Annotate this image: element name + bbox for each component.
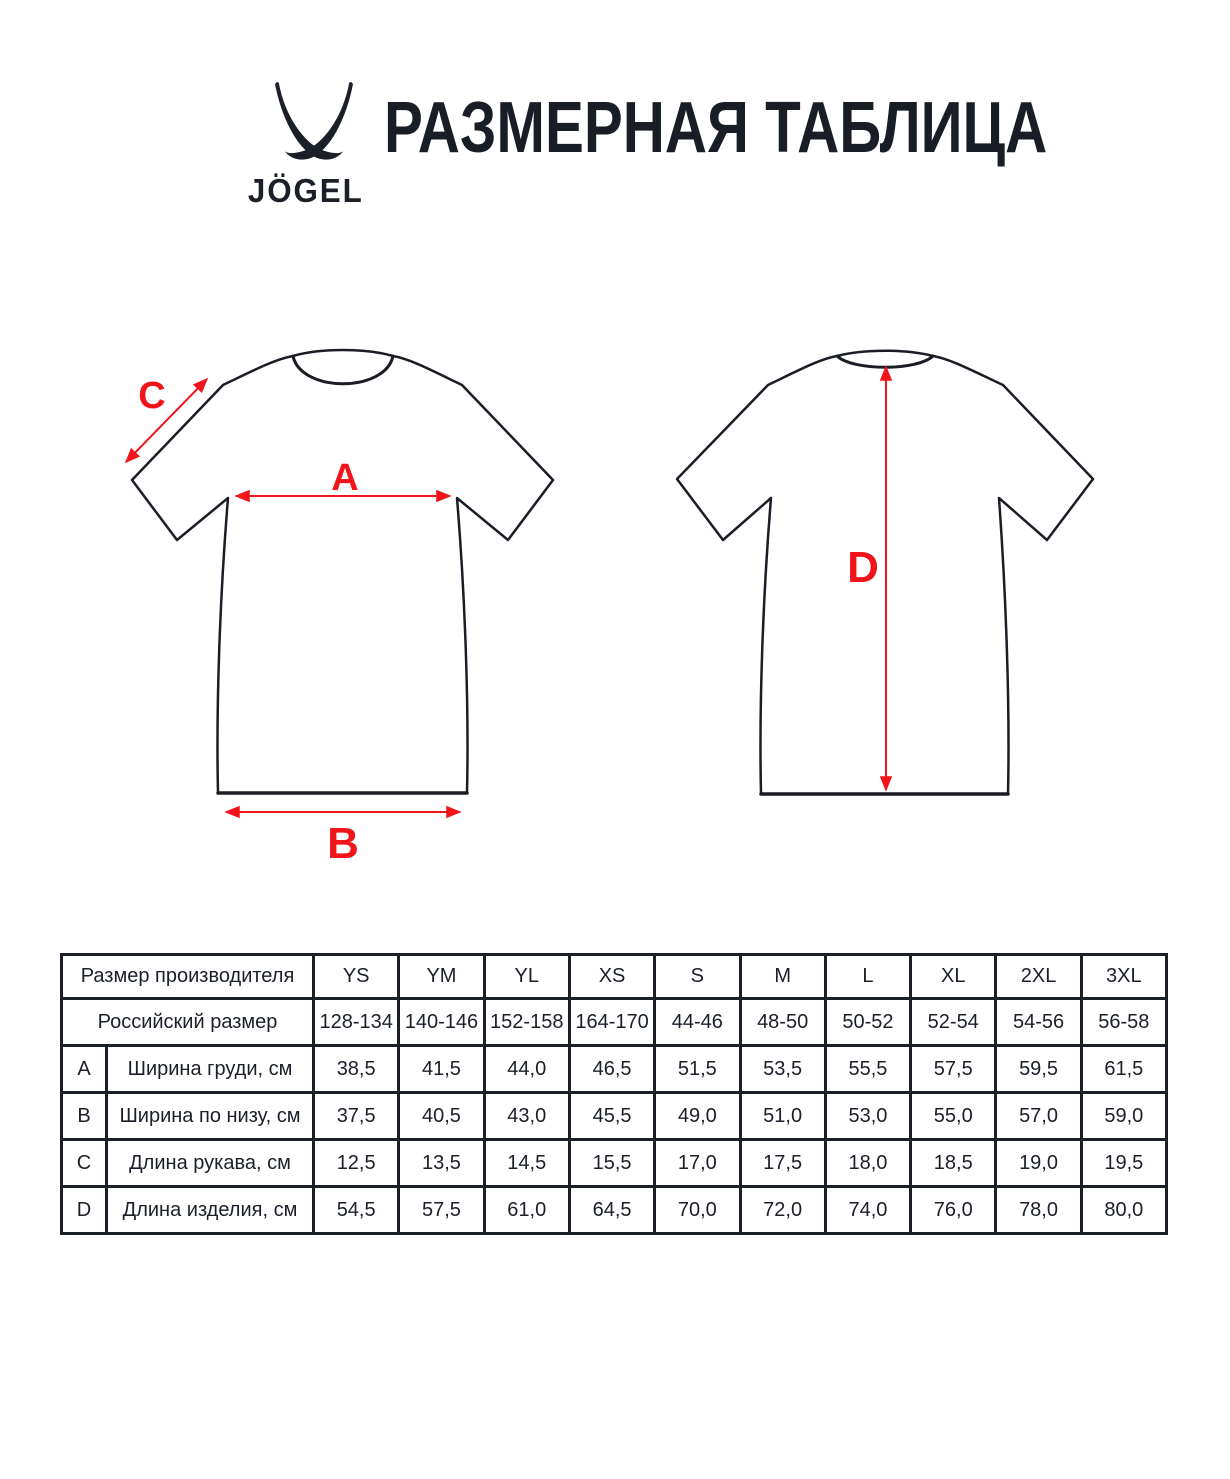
size-col-header: 3XL — [1081, 955, 1166, 999]
tshirt-front-outline — [132, 350, 553, 793]
table-row-measure-d — [62, 1187, 1167, 1234]
measure-value: 76,0 — [911, 1187, 996, 1234]
measure-letter: C — [62, 1140, 107, 1187]
measure-value: 59,0 — [1081, 1093, 1166, 1140]
table-row-russian-size — [62, 999, 1167, 1046]
measure-value: 78,0 — [996, 1187, 1081, 1234]
brand-wordmark: JÖGEL — [247, 172, 364, 209]
size-col-header: M — [740, 955, 825, 999]
size-col-header: S — [655, 955, 740, 999]
measure-value: 15,5 — [569, 1140, 654, 1187]
measure-value: 12,5 — [314, 1140, 399, 1187]
table-row-measure-b — [62, 1093, 1167, 1140]
russian-size-value: 152-158 — [484, 999, 569, 1046]
measure-value: 55,5 — [825, 1046, 910, 1093]
label-a: A — [331, 457, 359, 499]
size-col-header: XL — [911, 955, 996, 999]
measure-value: 17,0 — [655, 1140, 740, 1187]
russian-size-value: 164-170 — [569, 999, 654, 1046]
measure-value: 54,5 — [314, 1187, 399, 1234]
size-col-header: 2XL — [996, 955, 1081, 999]
size-col-header: L — [825, 955, 910, 999]
table-row-manufacturer-size — [62, 955, 1167, 999]
measure-label: Ширина по низу, см — [107, 1093, 314, 1140]
measure-value: 74,0 — [825, 1187, 910, 1234]
measure-letter: D — [62, 1187, 107, 1234]
label-b: B — [327, 819, 359, 868]
measure-value: 53,5 — [740, 1046, 825, 1093]
label-c: C — [138, 375, 166, 417]
manufacturer-size-header: Размер производителя — [62, 955, 314, 999]
measure-value: 64,5 — [569, 1187, 654, 1234]
size-col-header: XS — [569, 955, 654, 999]
size-col-header: YL — [484, 955, 569, 999]
russian-size-value: 140-146 — [399, 999, 484, 1046]
measure-value: 45,5 — [569, 1093, 654, 1140]
measure-value: 55,0 — [911, 1093, 996, 1140]
measure-value: 14,5 — [484, 1140, 569, 1187]
russian-size-value: 44-46 — [655, 999, 740, 1046]
russian-size-value: 52-54 — [911, 999, 996, 1046]
measure-value: 51,0 — [740, 1093, 825, 1140]
measure-value: 49,0 — [655, 1093, 740, 1140]
measure-value: 37,5 — [314, 1093, 399, 1140]
measure-letter: A — [62, 1046, 107, 1093]
measure-value: 13,5 — [399, 1140, 484, 1187]
russian-size-value: 56-58 — [1081, 999, 1166, 1046]
measure-value: 57,0 — [996, 1093, 1081, 1140]
measure-value: 44,0 — [484, 1046, 569, 1093]
table-row-measure-c — [62, 1140, 1167, 1187]
measure-value: 70,0 — [655, 1187, 740, 1234]
brand-logo — [244, 80, 374, 210]
russian-size-value: 54-56 — [996, 999, 1081, 1046]
measure-value: 51,5 — [655, 1046, 740, 1093]
measure-label: Ширина груди, см — [107, 1046, 314, 1093]
measure-value: 18,0 — [825, 1140, 910, 1187]
russian-size-value: 128-134 — [314, 999, 399, 1046]
russian-size-value: 48-50 — [740, 999, 825, 1046]
label-d: D — [847, 543, 879, 592]
size-table-section — [60, 953, 1165, 1235]
measure-value: 19,5 — [1081, 1140, 1166, 1187]
russian-size-value: 50-52 — [825, 999, 910, 1046]
tshirt-measurement-diagram — [60, 345, 1170, 875]
measure-value: 40,5 — [399, 1093, 484, 1140]
measure-value: 18,5 — [911, 1140, 996, 1187]
measure-value: 53,0 — [825, 1093, 910, 1140]
measure-value: 17,5 — [740, 1140, 825, 1187]
measure-label: Длина изделия, см — [107, 1187, 314, 1234]
measure-value: 57,5 — [399, 1187, 484, 1234]
measure-value: 57,5 — [911, 1046, 996, 1093]
size-table — [60, 953, 1168, 1235]
size-col-header: YM — [399, 955, 484, 999]
measure-value: 61,0 — [484, 1187, 569, 1234]
measure-value: 46,5 — [569, 1046, 654, 1093]
measure-letter: B — [62, 1093, 107, 1140]
measure-value: 59,5 — [996, 1046, 1081, 1093]
measure-value: 72,0 — [740, 1187, 825, 1234]
russian-size-header: Российский размер — [62, 999, 314, 1046]
measure-value: 80,0 — [1081, 1187, 1166, 1234]
measure-value: 61,5 — [1081, 1046, 1166, 1093]
page-title: РАЗМЕРНАЯ ТАБЛИЦА — [384, 88, 1048, 168]
measure-value: 43,0 — [484, 1093, 569, 1140]
measure-label: Длина рукава, см — [107, 1140, 314, 1187]
measure-value: 38,5 — [314, 1046, 399, 1093]
table-row-measure-a — [62, 1046, 1167, 1093]
measure-value: 41,5 — [399, 1046, 484, 1093]
measure-value: 19,0 — [996, 1140, 1081, 1187]
jogel-v-mark-icon — [270, 80, 358, 170]
size-col-header: YS — [314, 955, 399, 999]
